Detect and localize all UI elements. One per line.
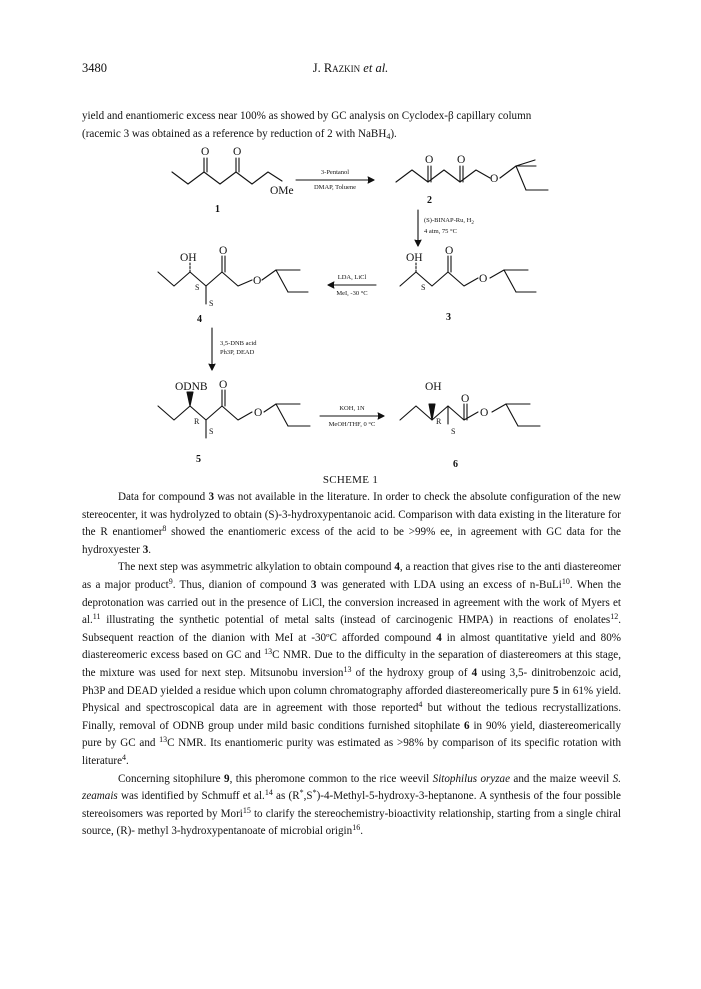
compound-number-3: 3	[446, 312, 451, 323]
reagent-step4-line2: Ph3P, DEAD	[220, 349, 255, 356]
c4-s-1: S	[195, 283, 200, 292]
c5-odnb: ODNB	[175, 381, 208, 393]
c5-o-2: O	[254, 407, 263, 419]
reagent-step2-line1: (S)-BINAP-Ru, $H_2$	[424, 217, 474, 226]
compound-number-5: 5	[196, 454, 201, 465]
compound-number-4: 4	[197, 314, 202, 325]
compound-number-1: 1	[215, 204, 220, 215]
scheme-caption: SCHEME 1	[322, 474, 379, 486]
reagent-step3-bottom: MeI, -30 °C	[336, 290, 368, 297]
reagent-step5-bottom: MeOH/THF, 0 °C	[328, 421, 376, 428]
c2-o-1: O	[425, 154, 434, 166]
compound-2-structure	[396, 160, 548, 190]
paragraph-2: The next step was asymmetric alkylation to obtain compound 4, a reaction that gives rise to the anti diastereomer as a major product$^9$. Thus, dianion of compound 3 was generated with LDA using an excess of n-BuLi$^{10}$. When the deprotonation was carried out in the presence of LiCl, the conversion increased in agreement with the work of Myers et al.$^{11}$ illustrating the synthetic potential of metal salts (instead of carcinogenic HMPA) in reactions of enolates$^{12}$. Subsequent reaction of the dianion with MeI at -30ºC afforded compound 4 in almost quantitative yield and 80% diastereomeric excess based on GC and $^{13}$C NMR. Due to the difficulty in the separation of diastereomers at this stage, the mixture was used for next step. Mitsunobu inversion$^{13}$ of the hydroxy group of 4 using 3,5- dinitrobenzoic acid, Ph3P and DEAD yielded a residue which upon column chromatography afforded diastereomerically pure 5 in 61% yield. Physical and spectroscopical data are in agreement with those reported$^4$ but without the tedious recrystallizations. Finally, removal of ODNB group under mild basic conditions furnished sitophilate 6 in 90% yield, diastereomerically pure by GC and $^{13}$C NMR. Its enantiomeric purity was estimated as >98% by comparison of its specific rotation with literature$^4$.	[82, 561, 622, 767]
reagent-step1-bottom: DMAP, Toluene	[313, 184, 357, 191]
c6-oh: OH	[425, 381, 442, 393]
c1-o-2: O	[233, 146, 242, 158]
c2-o-2: O	[457, 154, 466, 166]
paragraph-3: Concerning sitophilure 9, this pheromone common to the rice weevil Sitophilus oryzae and the maize weevil S. zeamais was identified by Schmuff et al.$^{14}$ as (R*,S*)-4-Methyl-5-hydroxy-3-heptanone. A synthesis of the four possible stereoisomers was reported by Mori$^{15}$ to clarify the stereochemistry-bioactivity relationship, starting from a single chiral source, (R)- methyl 3-hydroxypentanoate of microbial origin$^{16}$.	[82, 772, 621, 838]
compound-6-structure	[400, 404, 540, 426]
c5-r: R	[194, 417, 200, 426]
c3-s: S	[421, 283, 426, 292]
c6-o-1: O	[461, 393, 470, 405]
reagent-step1-top: 3-Pentanol	[320, 169, 350, 176]
c2-o-3: O	[490, 173, 499, 185]
c3-o-2: O	[479, 273, 488, 285]
running-head-etal: et al.	[360, 61, 389, 75]
compound-number-6: 6	[453, 459, 458, 470]
paragraph-1: Data for compound 3 was not available in the literature. In order to check the absolute configuration of the new stereocenter, it was hydrolyzed to obtain (S)-3-hydroxypentanoic acid. Comparison with data existing in the literature for the R enantiomer$^8$ showed the enantiomeric excess of the acid to be >99% ee, in agreement with GC data for the hydroxyester 3.	[82, 491, 621, 556]
c6-s: S	[451, 427, 456, 436]
compound-1-structure	[172, 158, 282, 184]
c3-o-1: O	[445, 245, 454, 257]
reagent-step2-line2: 4 atm, 75 °C	[424, 228, 457, 235]
page-number: 3480	[82, 61, 107, 75]
c5-o-1: O	[219, 379, 228, 391]
compound-number-2: 2	[427, 195, 432, 206]
c4-s-2: S	[209, 299, 214, 308]
intro-line-1: yield and enantiomeric excess near 100% as showed by GC analysis on Cyclodex-β capillary column	[82, 110, 532, 122]
running-head	[0, 61, 701, 76]
running-head-author: Razkin	[323, 61, 361, 75]
c1-o-1: O	[201, 146, 210, 158]
c1-ome: OMe	[270, 185, 294, 197]
reagent-step4-line1: 3,5-DNB acid	[220, 340, 257, 347]
running-head-initial: J.	[312, 61, 324, 75]
c6-o-2: O	[480, 407, 489, 419]
c4-o-2: O	[253, 275, 262, 287]
intro-line-2: (racemic 3 was obtained as a reference by reduction of 2 with NaBH$_4$).	[82, 127, 397, 141]
body-text	[82, 489, 621, 841]
reagent-step3-top: LDA, LiCl	[337, 274, 367, 281]
c6-r: R	[436, 417, 442, 426]
c4-oh: OH	[180, 252, 197, 264]
reaction-scheme	[0, 135, 701, 480]
compound-5-structure	[158, 390, 310, 438]
reagent-step5-top: KOH, 1N	[339, 405, 365, 412]
c5-s: S	[209, 427, 214, 436]
c4-o-1: O	[219, 245, 228, 257]
c3-oh: OH	[406, 252, 423, 264]
